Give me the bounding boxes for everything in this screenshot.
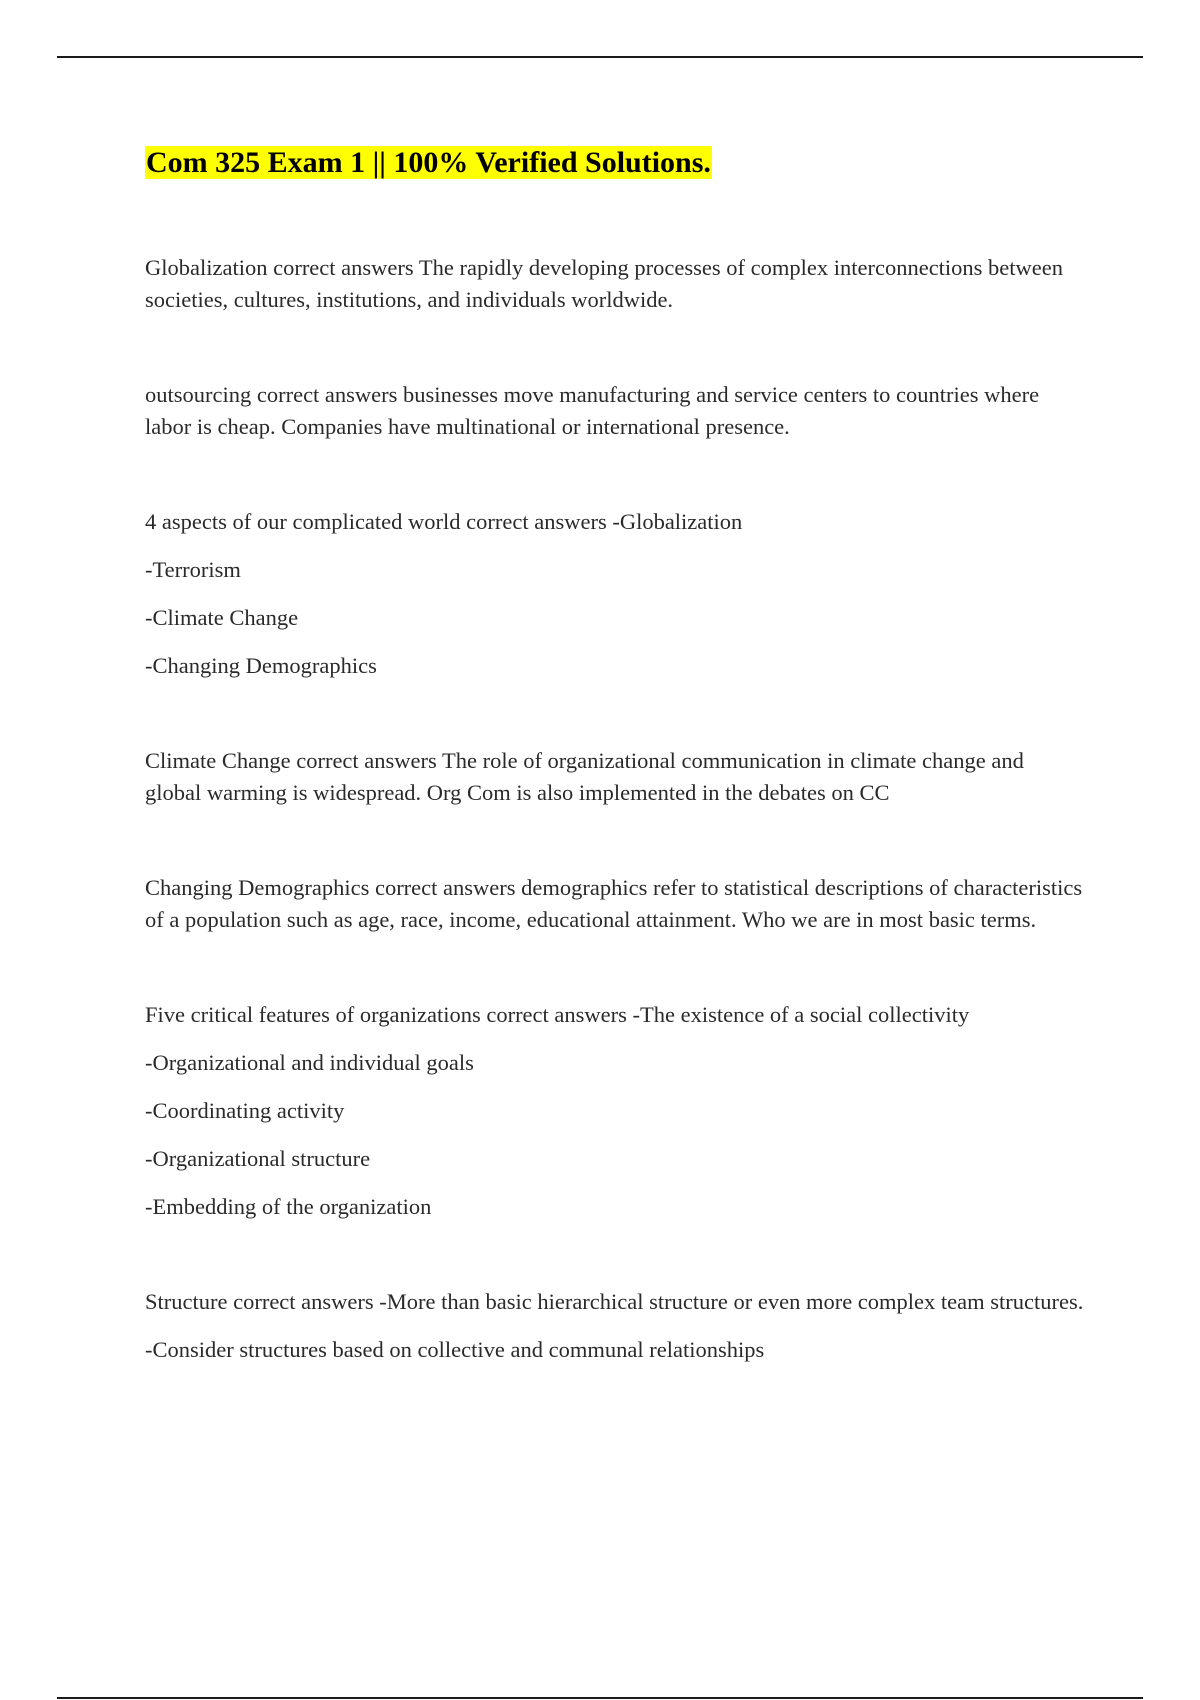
list-item: -Consider structures based on collective and communal relationships bbox=[145, 1337, 765, 1362]
entry-text: Changing Demographics correct answers demographics refer to statistical descriptions of characteristics of a population such as age, race, income, educational attainment. Who we are in most basic terms. bbox=[145, 875, 1083, 932]
entry-four-aspects bbox=[145, 506, 1085, 682]
entry-climate-change bbox=[145, 745, 1085, 809]
entry-text: Climate Change correct answers The role of organizational communication in climate change and global warming is widespread. Org Com is also implemented in the debates on CC bbox=[145, 748, 1024, 805]
list-item: -Organizational structure bbox=[145, 1146, 371, 1171]
page-title bbox=[145, 143, 712, 183]
entry-text: Five critical features of organizations correct answers -The existence of a social collectivity bbox=[145, 1002, 970, 1027]
entry-structure bbox=[145, 1286, 1085, 1366]
entry-outsourcing bbox=[145, 379, 1085, 443]
document-body bbox=[145, 252, 1085, 1366]
list-item: -Climate Change bbox=[145, 605, 299, 630]
entry-text: Structure correct answers -More than basic hierarchical structure or even more complex team structures. bbox=[145, 1289, 1084, 1314]
list-item: -Terrorism bbox=[145, 557, 241, 582]
list-item: -Changing Demographics bbox=[145, 653, 377, 678]
list-item: -Embedding of the organization bbox=[145, 1194, 432, 1219]
top-rule bbox=[57, 56, 1143, 58]
bottom-rule bbox=[57, 1697, 1143, 1699]
list-item: -Coordinating activity bbox=[145, 1098, 345, 1123]
entry-five-features bbox=[145, 999, 1085, 1223]
list-item: -Organizational and individual goals bbox=[145, 1050, 474, 1075]
entry-changing-demographics bbox=[145, 872, 1085, 936]
entry-text: outsourcing correct answers businesses move manufacturing and service centers to countries where labor is cheap. Companies have multinational or international presence. bbox=[145, 382, 1040, 439]
entry-text: 4 aspects of our complicated world correct answers -Globalization bbox=[145, 509, 743, 534]
entry-text: Globalization correct answers The rapidly developing processes of complex interconnections between societies, cultures, institutions, and individuals worldwide. bbox=[145, 255, 1064, 312]
entry-globalization bbox=[145, 252, 1085, 316]
title-highlight: Com 325 Exam 1 || 100% Verified Solutions. bbox=[146, 146, 711, 179]
